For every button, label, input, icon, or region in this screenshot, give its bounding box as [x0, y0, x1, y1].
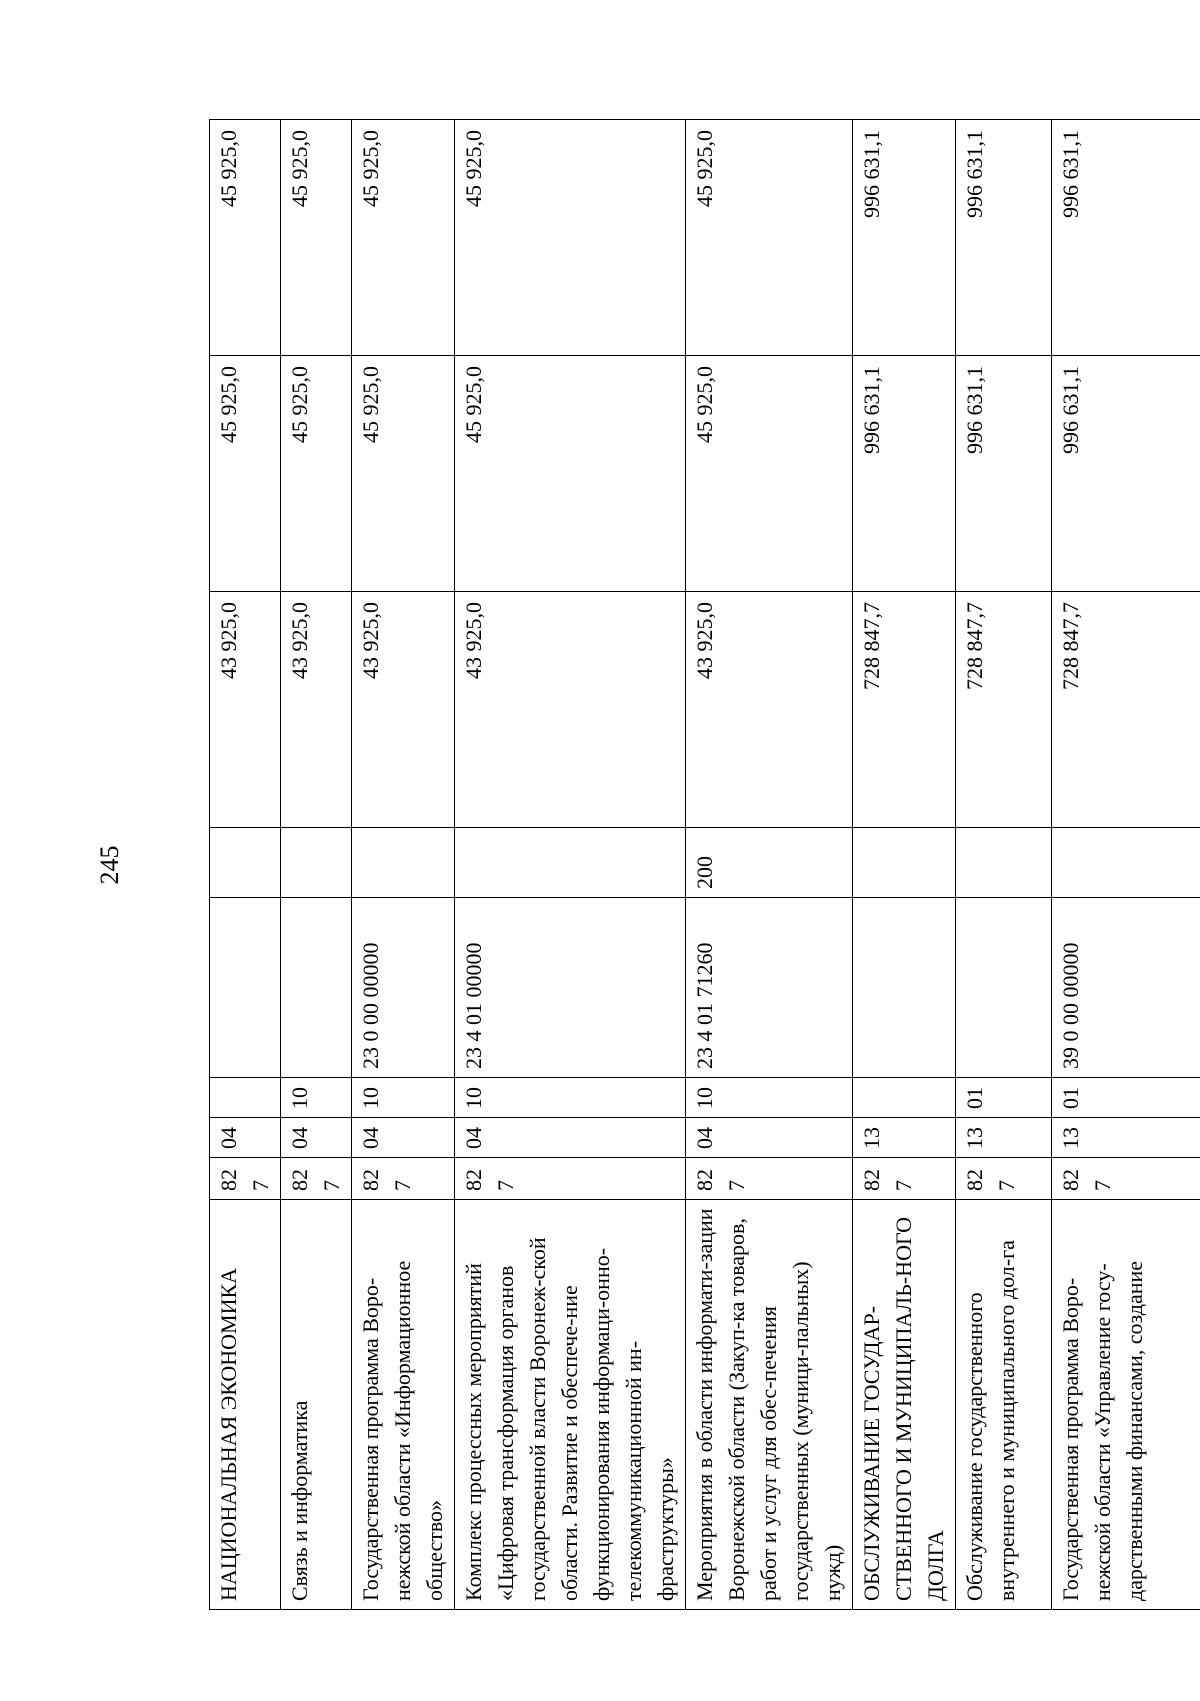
ministry-code: 827	[956, 1158, 1052, 1200]
expense-type-code	[352, 828, 455, 898]
section-code: 04	[686, 1118, 853, 1158]
subsection-code: 10	[352, 1078, 455, 1118]
table-row	[455, 120, 686, 1610]
ministry-code: 827	[352, 1158, 455, 1200]
amount-2023: 45 925,0	[352, 356, 455, 592]
page-number: 245	[95, 845, 124, 885]
amount-2022: 43 925,0	[210, 592, 281, 828]
ministry-code: 827	[1052, 1158, 1200, 1200]
row-name: НАЦИОНАЛЬНАЯ ЭКОНОМИКА	[210, 1200, 281, 1610]
table-row	[210, 120, 281, 1610]
amount-2024: 45 925,0	[352, 120, 455, 356]
target-article-code: 23 4 01 71260	[686, 898, 853, 1078]
amount-2023: 996 631,1	[1052, 356, 1200, 592]
section-code: 04	[210, 1118, 281, 1158]
section-code: 04	[455, 1118, 686, 1158]
section-code: 13	[1052, 1118, 1200, 1158]
target-article-code: 23 4 01 00000	[455, 898, 686, 1078]
row-name: Государственная программа Воро-нежской области «Управление госу-дарственными финансами, создание	[1052, 1200, 1200, 1610]
section-code: 13	[956, 1118, 1052, 1158]
amount-2023: 996 631,1	[956, 356, 1052, 592]
row-name: ОБСЛУЖИВАНИЕ ГОСУДАР-СТВЕННОГО И МУНИЦИПАЛЬ-НОГО ДОЛГА	[853, 1200, 956, 1610]
budget-table	[209, 119, 1200, 1610]
amount-2022: 728 847,7	[853, 592, 956, 828]
row-name: Обслуживание государственного внутреннего и муниципального дол-га	[956, 1200, 1052, 1610]
ministry-code: 827	[210, 1158, 281, 1200]
amount-2024: 45 925,0	[455, 120, 686, 356]
target-article-code: 23 0 00 00000	[352, 898, 455, 1078]
section-code: 04	[352, 1118, 455, 1158]
expense-type-code	[455, 828, 686, 898]
amount-2024: 996 631,1	[956, 120, 1052, 356]
subsection-code: 10	[281, 1078, 352, 1118]
expense-type-code: 200	[686, 828, 853, 898]
amount-2022: 43 925,0	[455, 592, 686, 828]
section-code: 04	[281, 1118, 352, 1158]
target-article-code	[853, 898, 956, 1078]
table-row	[686, 120, 853, 1610]
ministry-code: 827	[281, 1158, 352, 1200]
amount-2024: 996 631,1	[853, 120, 956, 356]
budget-table-rotated	[209, 120, 1147, 1610]
amount-2023: 45 925,0	[686, 356, 853, 592]
table-row	[352, 120, 455, 1610]
amount-2023: 996 631,1	[853, 356, 956, 592]
subsection-code	[210, 1078, 281, 1118]
amount-2022: 43 925,0	[352, 592, 455, 828]
row-name: Комплекс процессных мероприятий «Цифровая трансформация органов государственной власти Воронеж-ской области. Развитие и обеспече-ние функционирования информаци-онно-телекоммуникационной ин-фраструктуры»	[455, 1200, 686, 1610]
amount-2022: 728 847,7	[1052, 592, 1200, 828]
row-name: Связь и информатика	[281, 1200, 352, 1610]
subsection-code: 01	[956, 1078, 1052, 1118]
target-article-code	[956, 898, 1052, 1078]
table-row	[1052, 120, 1200, 1610]
target-article-code	[210, 898, 281, 1078]
table-row	[956, 120, 1052, 1610]
subsection-code: 01	[1052, 1078, 1200, 1118]
ministry-code: 827	[455, 1158, 686, 1200]
ministry-code: 827	[686, 1158, 853, 1200]
expense-type-code	[1052, 828, 1200, 898]
ministry-code: 827	[853, 1158, 956, 1200]
amount-2022: 43 925,0	[281, 592, 352, 828]
expense-type-code	[281, 828, 352, 898]
amount-2022: 728 847,7	[956, 592, 1052, 828]
target-article-code	[281, 898, 352, 1078]
subsection-code	[853, 1078, 956, 1118]
amount-2022: 43 925,0	[686, 592, 853, 828]
row-name: Государственная программа Воро-нежской области «Информационное общество»	[352, 1200, 455, 1610]
amount-2024: 996 631,1	[1052, 120, 1200, 356]
amount-2023: 45 925,0	[281, 356, 352, 592]
subsection-code: 10	[686, 1078, 853, 1118]
amount-2023: 45 925,0	[210, 356, 281, 592]
expense-type-code	[210, 828, 281, 898]
amount-2024: 45 925,0	[281, 120, 352, 356]
section-code: 13	[853, 1118, 956, 1158]
amount-2024: 45 925,0	[210, 120, 281, 356]
expense-type-code	[956, 828, 1052, 898]
table-row	[281, 120, 352, 1610]
budget-table-container	[209, 120, 1147, 1610]
subsection-code: 10	[455, 1078, 686, 1118]
amount-2024: 45 925,0	[686, 120, 853, 356]
target-article-code: 39 0 00 00000	[1052, 898, 1200, 1078]
table-row	[853, 120, 956, 1610]
row-name: Мероприятия в области информати-зации Воронежской области (Закуп-ка товаров, работ и услуг для обес-печения государственных (муници-пальных) нужд)	[686, 1200, 853, 1610]
amount-2023: 45 925,0	[455, 356, 686, 592]
expense-type-code	[853, 828, 956, 898]
